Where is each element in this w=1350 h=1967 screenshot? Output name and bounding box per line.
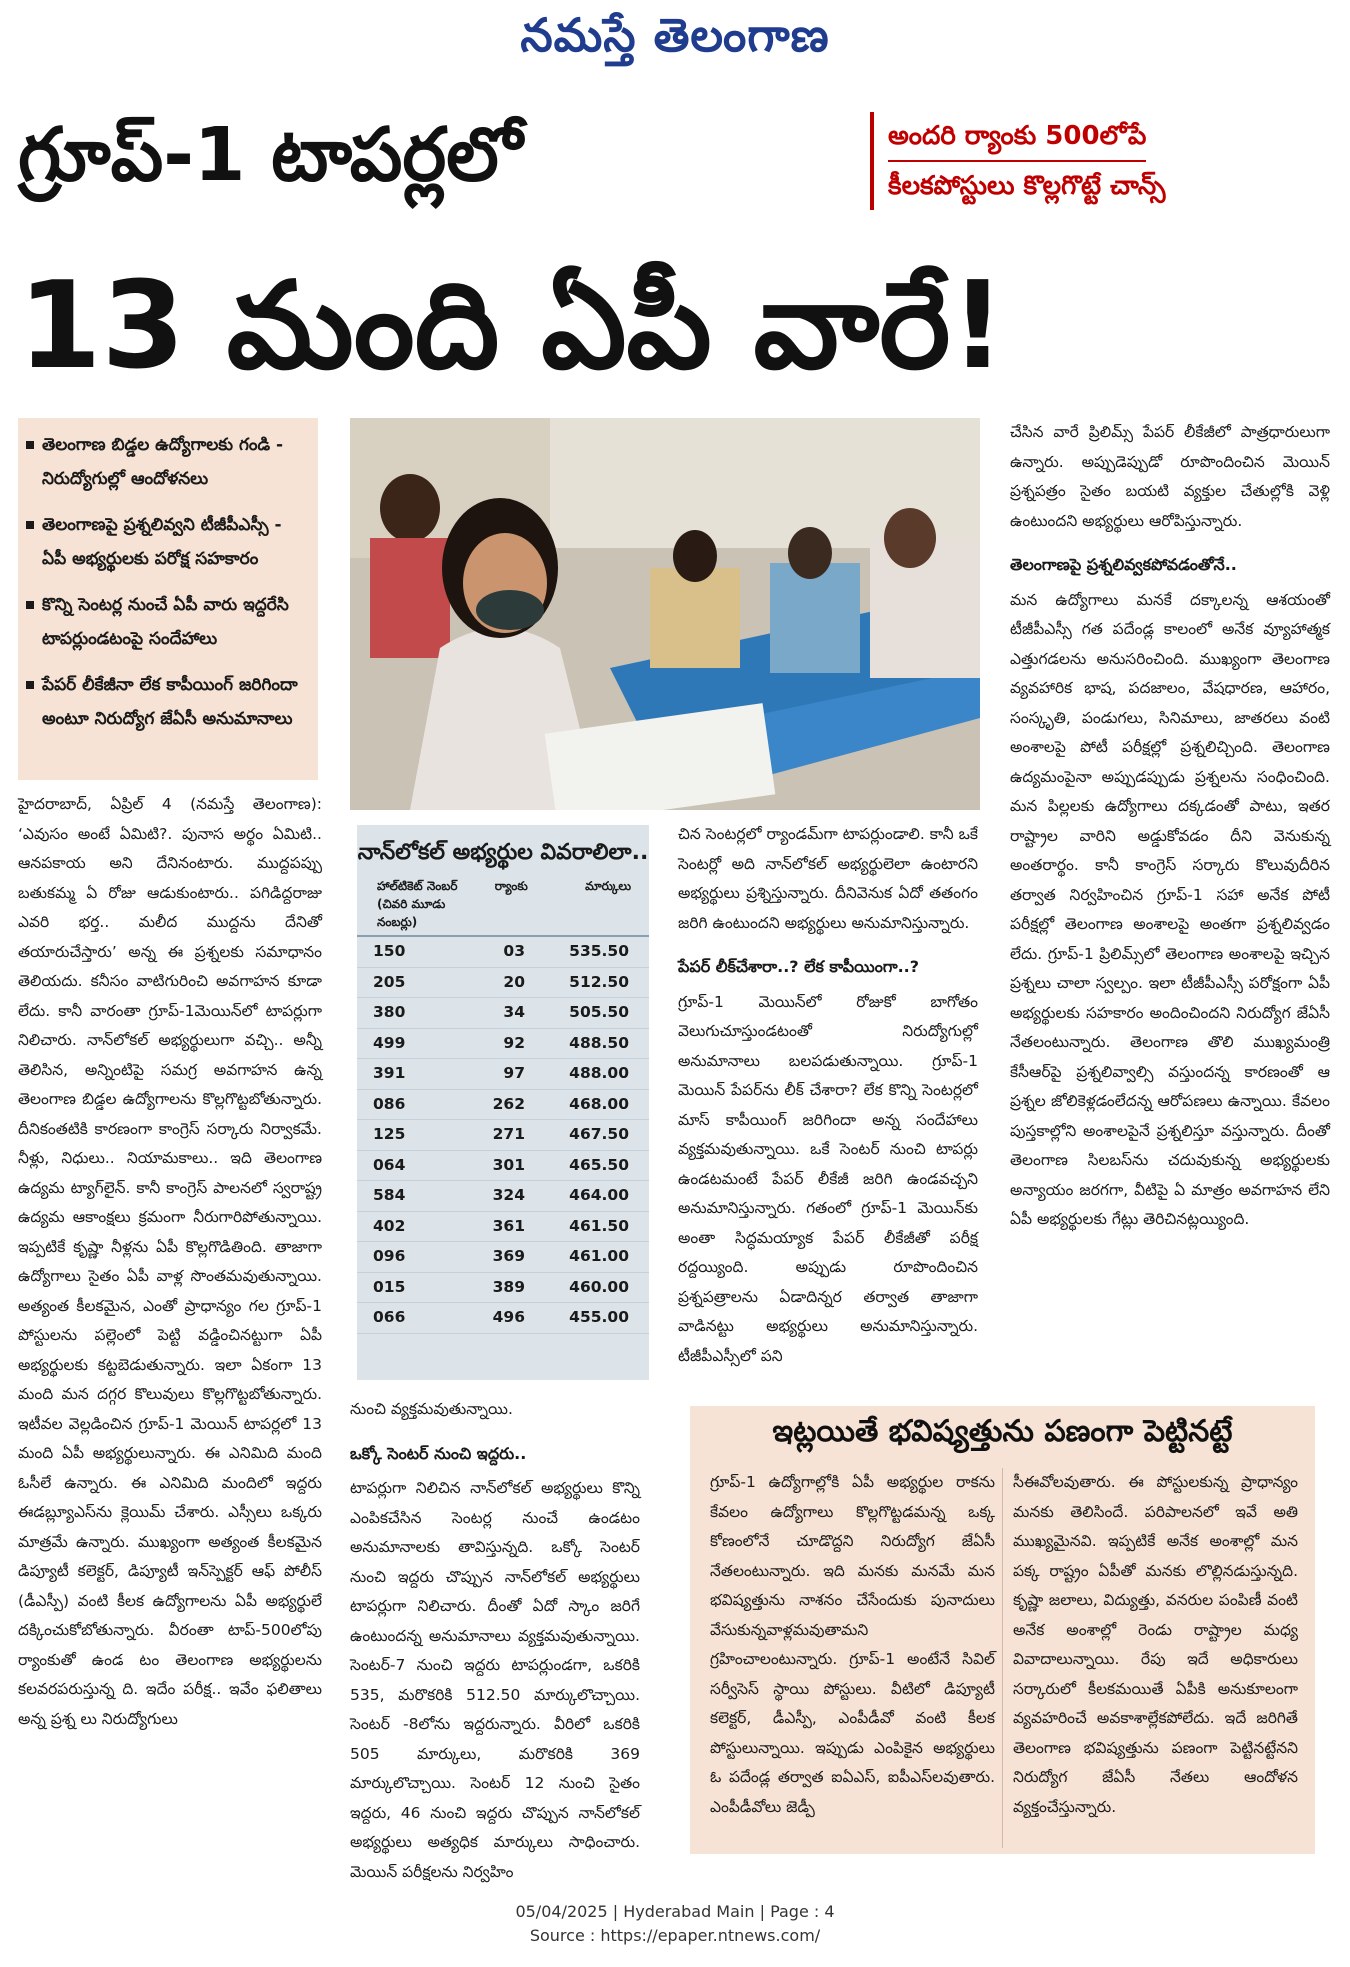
bullet-icon bbox=[26, 681, 34, 689]
marks-cell: 465.50 bbox=[569, 1155, 629, 1174]
marks-cell: 488.50 bbox=[569, 1033, 629, 1052]
col3-subheading: పేపర్ లీక్‌చేశారా..? లేక కాపీయింగా..? bbox=[678, 957, 920, 976]
marks-cell: 461.50 bbox=[569, 1216, 629, 1235]
kicker-line-1: అందరి ర్యాంకు 500లోపే bbox=[888, 112, 1146, 162]
highlight-text: పేపర్ లీకేజీనా లేక కాపీయింగ్ జరిగిందా అంటూ నిరుద్యోగ జేఏసీ అనుమానాలు bbox=[42, 675, 298, 729]
col4-body: మన ఉద్యోగాలు మనకే దక్కాలన్న ఆశయంతో టీజీపీఎస్సీ గత పదేండ్ల కాలంలో అనేక వ్యూహాత్మక ఎత్తుగడలను అనుసరించింది. ముఖ్యంగా తెలంగాణ వ్యవహారిక భాష, పదజాలం, వేషధారణ, ఆహారం, సంస్కృతి, పండుగలు, సినిమాలు, జాతరలు వంటి అంశాలపై పోటీ పరీక్షల్లో ప్రశ్నలిచ్చింది. తెలంగాణ ఉద్యమంపైనా అప్పుడప్పుడు ప్రశ్నలను సంధించింది. మన పిల్లలకు ఉద్యోగాలు దక్కడంతో పాటు, ఇతర రాష్ట్రాల వారిని అడ్డుకోవడం దీని వెనుకున్న అంతరార్థం. కానీ కాంగ్రెస్ సర్కారు కొలువుదీరిన తర్వాత నిర్వహించిన గ్రూప్-1 సహా అనేక పోటీ పరీక్షల్లో తెలంగాణ అంశాలపై అంతగా ప్రశ్నలివ్వడం లేదు. గ్రూప్-1 ప్రిలిమ్స్‌లో తెలంగాణ అంశాలపై ఇచ్చిన ప్రశ్నలు చాలా స్వల్పం. ఇలా టీజీపీఎస్సీ పరోక్షంగా ఏపీ అభ్యర్థులకు సహకారం అందించిందని నిరుద్యోగ జేఏసీ నేతలంటున్నారు. తెలంగాణ తొలి ముఖ్యమంత్రి కేసీఆర్‌పై ప్రశ్నలివ్వాల్సి వస్తుందన్న కారణంతో ఆ ప్రశ్నల జోలికెళ్లడంలేదన్న ఆరోపణలు ఉన్నాయి. కేవలం పుస్తకాల్లోని అంశాలపైనే ప్రశ్నలిస్తూ వస్తున్నారు. దీంతో తెలంగాణ సిలబస్‌ను చదువుకున్న అభ్యర్థులకు అన్యాయం జరగగా, వీటిపై ఏ మాత్రం అవగాహన లేని ఏపీ అభ్యర్థులకు గేట్లు తెరిచినట్లయ్యింది. bbox=[1010, 590, 1330, 1228]
table-body bbox=[357, 937, 649, 1334]
marks-cell: 455.00 bbox=[569, 1308, 629, 1326]
marks-cell: 461.00 bbox=[569, 1247, 629, 1265]
rank-cell: 301 bbox=[492, 1155, 525, 1174]
ticket-cell: 380 bbox=[373, 1003, 406, 1021]
ticket-cell: 499 bbox=[373, 1033, 406, 1052]
table-row bbox=[357, 1303, 649, 1334]
column-divider bbox=[1002, 1468, 1003, 1848]
table-title: నాన్‌లోకల్ అభ్యర్థుల వివరాలిలా.. bbox=[357, 840, 649, 865]
marks-cell: 464.00 bbox=[569, 1186, 629, 1204]
table-row bbox=[357, 1273, 649, 1304]
col4-lead: చేసిన వారే ప్రిలిమ్స్ పేపర్ లీకేజీలో పాత్రధారులుగా ఉన్నారు. అప్పుడెప్పుడో రూపొందించిన మెయిన్ ప్రశ్నపత్రం సైతం బయటి వ్యక్తుల చేతుల్లోకి వెళ్లి ఉంటుందని అభ్యర్థులు ఆరోపిస్తున్నారు. bbox=[1010, 423, 1330, 530]
ticket-cell: 205 bbox=[373, 972, 406, 991]
article-column-2 bbox=[350, 1395, 640, 1887]
rank-cell: 389 bbox=[492, 1277, 525, 1296]
bullet-icon bbox=[26, 441, 34, 449]
headline-line-1: గ్రూప్-1 టాపర్లలో bbox=[18, 112, 523, 198]
ticket-cell: 391 bbox=[373, 1064, 406, 1082]
ticket-cell: 086 bbox=[373, 1094, 406, 1113]
sidebar-story-title: ఇట్లయితే భవిష్యత్తును పణంగా పెట్టినట్టే bbox=[772, 1414, 1233, 1449]
highlight-item bbox=[26, 668, 310, 736]
marks-cell: 460.00 bbox=[569, 1277, 629, 1296]
ticket-cell: 150 bbox=[373, 942, 406, 960]
marks-cell: 505.50 bbox=[569, 1003, 629, 1021]
table-row bbox=[357, 1059, 649, 1090]
highlight-text: తెలంగాణపై ప్రశ్నలివ్వని టీజీపీఎస్సీ - ఏపీ అభ్యర్థులకు పరోక్ష సహకారం bbox=[42, 515, 282, 569]
ticket-cell: 125 bbox=[373, 1125, 406, 1143]
article-column-3 bbox=[678, 820, 978, 1371]
highlight-text: కొన్ని సెంటర్ల నుంచే ఏపీ వారు ఇద్దరేసి టాపర్లుండటంపై సందేహాలు bbox=[42, 595, 289, 649]
page-footer bbox=[0, 1900, 1350, 1948]
exam-hall-photo bbox=[350, 418, 980, 810]
highlights-box bbox=[18, 418, 318, 780]
nonlocal-candidates-table bbox=[357, 825, 649, 1380]
kicker-line-2: కీలకపోస్టులు కొల్లగొట్టే చాన్స్ bbox=[888, 171, 1166, 201]
marks-cell: 488.00 bbox=[569, 1064, 629, 1082]
rank-cell: 369 bbox=[492, 1247, 525, 1265]
bullet-icon bbox=[26, 601, 34, 609]
table-row bbox=[357, 968, 649, 999]
rank-cell: 03 bbox=[503, 942, 525, 960]
ticket-cell: 402 bbox=[373, 1216, 406, 1235]
rank-cell: 20 bbox=[503, 972, 525, 991]
bullet-icon bbox=[26, 521, 34, 529]
article-column-1: హైదరాబాద్, ఏప్రిల్ 4 (నమస్తే తెలంగాణ): ‘ఎవుసం అంటే ఏమిటి?. పునాస అర్థం ఏమిటి.. ఆనపకాయ అని దేనినంటారు. ముద్దపప్పు బతుకమ్మ ఏ రోజు ఆడుకుంటారు.. పగిడిద్దరాజు ఎవరి భర్త.. మలీద ముద్దను దేనితో తయారుచేస్తారు’ అన్న ఈ ప్రశ్నలకు సమాధానం తెలియదు. కనీసం వాటిగురించి అవగాహన కూడా లేదు. కానీ వారంతా గ్రూప్-1మెయిన్‌లో టాపర్లుగా నిలిచారు. నాన్‌లోకల్ అభ్యర్థులుగా వచ్చి.. అన్నీ తెలిసిన, అన్నింటిపై సమగ్ర అవగాహన ఉన్న తెలంగాణ బిడ్డల ఉద్యోగాలను కొల్లగొట్టబోతున్నారు. దీనికంతటికి కారణంగా కాంగ్రెస్ సర్కారు నిర్వాకమే. నీళ్లు, నిధులు.. నియామకాలు.. ఇది తెలంగాణ ఉద్యమ ట్యాగ్‌లైన్. కానీ కాంగ్రెస్ పాలనలో స్వరాష్ట్ర ఉద్యమ ఆకాంక్షలు క్రమంగా నీరుగారిపోతున్నాయి. ఇప్పటికే కృష్ణా నీళ్లను ఏపీ కొల్లగొడితింది. తాజాగా ఉద్యోగాలు సైతం ఏపీ వాళ్ల సొంతమవుతున్నాయి. అత్యంత కీలకమైన, ఎంతో ప్రాధాన్యం గల గ్రూప్-1 పోస్టులను పల్లెంలో పెట్టి వడ్డించినట్టుగా ఏపీ అభ్యర్థులకు కట్టబెడుతున్నారు. ఇలా ఏకంగా 13 మంది మన దగ్గర కొలువులు కొల్లగొట్టబోతున్నారు. ఇటీవల వెల్లడించిన గ్రూప్-1 మెయిన్ టాపర్లలో 13 మంది ఏపీ అభ్యర్థులున్నారు. ఈ ఎనిమిది మంది ఓసీలే ఉన్నారు. ఈ ఎనిమిది మందిలో ఇద్దరు ఈడబ్ల్యూఎస్‌ను క్లెయిమ్ చేశారు. ఎస్సీలు ఒక్కరు మాత్రమే ఉన్నారు. ముఖ్యంగా అత్యంత కీలకమైన డిప్యూటీ కలెక్టర్, డిప్యూటీ ఇన్‌స్పెక్టర్ ఆఫ్ పోలీస్ (డీఎస్పీ) వంటి కీలక ఉద్యోగాలను ఏపీ అభ్యర్థులే దక్కించుకోబోతున్నారు. వీరంతా టాప్-500లోపు ర్యాంకుతో ఉండ టం తెలంగాణ అభ్యర్థులను కలవరపరుస్తున్న ది. ఇదేం పరీక్ష.. ఇవేం ఫలితాలు అన్న ప్రశ్న లు నిరుద్యోగులు bbox=[18, 795, 322, 1728]
table-row bbox=[357, 998, 649, 1029]
sidebar-story-box bbox=[690, 1406, 1315, 1854]
ticket-cell: 584 bbox=[373, 1186, 406, 1204]
kicker-box bbox=[870, 112, 1328, 210]
highlight-item bbox=[26, 588, 310, 656]
column-header-rank: ర్యాంకు bbox=[494, 879, 528, 893]
col3-lead: చిన సెంటర్లలో ర్యాండమ్‌గా టాపర్లుండాలి. కానీ ఒకే సెంటర్లో అది నాన్‌లోకల్ అభ్యర్థులెలా ఉంటారని అభ్యర్థులు ప్రశ్నిస్తున్నారు. దీనివెనుక ఏదో తతంగం జరిగి ఉంటుందని అభ్యర్థులు అనుమానిస్తున్నారు. bbox=[678, 825, 978, 932]
ticket-cell: 015 bbox=[373, 1277, 406, 1296]
column-header-ticket: హాల్‌టికెట్ నెంబర్ (చివరి మూడు నంబర్లు) bbox=[377, 879, 458, 929]
footer-source-line: Source : https://epaper.ntnews.com/ bbox=[529, 1926, 821, 1945]
rank-cell: 92 bbox=[503, 1033, 525, 1052]
rank-cell: 34 bbox=[503, 1003, 525, 1021]
footer-edition-line: 05/04/2025 | Hyderabad Main | Page : 4 bbox=[515, 1902, 835, 1921]
headline-line-2: 13 మంది ఏపీ వారే! bbox=[18, 257, 1006, 396]
col3-body: గ్రూప్-1 మెయిన్‌లో రోజుకో బాగోతం వెలుగుచూస్తుండటంతో నిరుద్యోగుల్లో అనుమానాలు బలపడుతున్నాయి. గ్రూప్-1 మెయిన్ పేపర్‌ను లీక్ చేశారా? లేక కొన్ని సెంటర్లలో మాస్ కాపీయింగ్ జరిగిందా అన్న సందేహాలు వ్యక్తమవుతున్నాయి. ఒకే సెంటర్ నుంచి టాపర్లు ఉండటమంటే పేపర్ లీకేజీ జరిగి ఉండవచ్చని అనుమానిస్తున్నారు. గతంలో గ్రూప్-1 మెయిన్‌కు అంతా సిద్ధమయ్యాక పేపర్ లీకేజీతో పరీక్ష రద్దయ్యింది. అప్పుడు రూపొందించిన ప్రశ్నపత్రాలను ఏడాదిన్నర తర్వాత తాజాగా వాడినట్టు అభ్యర్థులు అనుమానిస్తున్నారు. టీజీపీఎస్సీలో పని bbox=[678, 992, 978, 1365]
sidebar-story-column-1: గ్రూప్-1 ఉద్యోగాల్లోకి ఏపీ అభ్యర్థుల రాకను కేవలం ఉద్యోగాలు కొల్లగొట్టడమన్న ఒక్క కోణంలోనే చూడొద్దని నిరుద్యోగ జేఏసీ నేతలంటున్నారు. ఇది మనకు మనమే మన భవిష్యత్తును నాశనం చేసేందుకు పునాదులు వేసుకున్నవాళ్లమవుతామని గ్రహించాలంటున్నారు. గ్రూప్-1 అంటేనే సివిల్ సర్వీసెస్ స్థాయి పోస్టులు. వీటిలో డిప్యూటీ కలెక్టర్, డీఎస్పీ, ఎంపీడీవో వంటి కీలక పోస్టులున్నాయి. ఇప్పుడు ఎంపికైన అభ్యర్థులు ఓ పదేండ్ల తర్వాత ఐఏఎస్, ఐపీఎస్‌లవుతారు. ఎంపీడీవోలు జెడ్పీ bbox=[710, 1473, 995, 1816]
marks-cell: 535.50 bbox=[569, 942, 629, 960]
col4-subheading: తెలంగాణపై ప్రశ్నలివ్వకపోవడంతోనే.. bbox=[1010, 555, 1237, 574]
table-row bbox=[357, 937, 649, 968]
highlight-text: తెలంగాణ బిడ్డల ఉద్యోగాలకు గండి - నిరుద్యోగుల్లో ఆందోళనలు bbox=[42, 435, 284, 489]
column-header-marks: మార్కులు bbox=[585, 879, 631, 893]
table-row bbox=[357, 1212, 649, 1243]
table-row bbox=[357, 1181, 649, 1212]
col2-body: టాపర్లుగా నిలిచిన నాన్‌లోకల్ అభ్యర్థులు కొన్ని ఎంపికచేసిన సెంటర్ల నుంచే ఉండటం అనుమానాలకు తావిస్తున్నది. ఒక్కో సెంటర్ నుంచి ఇద్దరు చొప్పున నాన్‌లోకల్ అభ్యర్థులు టాపర్లుగా నిలిచారు. దీంతో ఏదో స్కాం జరిగే ఉంటుందన్న అనుమానాలు వ్యక్తమవుతున్నాయి. సెంటర్-7 నుంచి ఇద్దరు టాపర్లుండగా, ఒకరికి 535, మరొకరికి 512.50 మార్కులొచ్చాయి. సెంటర్ -8లోను ఇద్దరున్నారు. వీరిలో ఒకరికి 505 మార్కులు, మరొకరికి 369 మార్కులొచ్చాయి. సెంటర్ 12 నుంచి సైతం ఇద్దరు, 46 నుంచి ఇద్దరు చొప్పున నాన్‌లోకల్ అభ్యర్థులు అత్యధిక మార్కులు సాధించారు. మెయిన్ పరీక్షలను నిర్వహిం bbox=[350, 1479, 640, 1881]
col2-subheading: ఒక్కో సెంటర్ నుంచి ఇద్దరు.. bbox=[350, 1443, 527, 1463]
marks-cell: 512.50 bbox=[569, 972, 629, 991]
table-row bbox=[357, 1029, 649, 1060]
highlight-item bbox=[26, 508, 310, 576]
table-row bbox=[357, 1242, 649, 1273]
table-row bbox=[357, 1120, 649, 1151]
highlight-item bbox=[26, 428, 310, 496]
ticket-cell: 064 bbox=[373, 1155, 406, 1174]
marks-cell: 467.50 bbox=[569, 1125, 629, 1143]
ticket-cell: 066 bbox=[373, 1308, 406, 1326]
marks-cell: 468.00 bbox=[569, 1094, 629, 1113]
newspaper-masthead: నమస్తే తెలంగాణ bbox=[520, 8, 830, 62]
ticket-cell: 096 bbox=[373, 1247, 406, 1265]
rank-cell: 271 bbox=[492, 1125, 525, 1143]
col2-lead: నుంచి వ్యక్తమవుతున్నాయి. bbox=[350, 1400, 513, 1418]
rank-cell: 97 bbox=[503, 1064, 525, 1082]
rank-cell: 361 bbox=[492, 1216, 525, 1235]
rank-cell: 324 bbox=[492, 1186, 525, 1204]
table-row bbox=[357, 1151, 649, 1182]
table-header bbox=[357, 871, 649, 937]
rank-cell: 496 bbox=[492, 1308, 525, 1326]
rank-cell: 262 bbox=[492, 1094, 525, 1113]
article-column-4 bbox=[1010, 418, 1330, 1235]
table-row bbox=[357, 1090, 649, 1121]
sidebar-story-column-2: సీఈవోలవుతారు. ఈ పోస్టులకున్న ప్రాధాన్యం మనకు తెలిసిందే. పరిపాలనలో ఇవే అతి ముఖ్యమైనవి. ఇప్పటికే అనేక అంశాల్లో మన పక్క రాష్ట్రం ఏపీతో మనకు లొల్లినడుస్తున్నది. కృష్ణా జలాలు, విద్యుత్తు, వనరుల పంపిణీ వంటి అనేక అంశాల్లో రెండు రాష్ట్రాల మధ్య వివాదాలున్నాయి. రేపు ఇదే అధికారులు సర్కారులో కీలకమయితే ఏపీకి అనుకూలంగా వ్యవహరించే అవకాశాల్లేకపోలేదు. ఇదే జరిగితే తెలంగాణ భవిష్యత్తును పణంగా పెట్టినట్టేనని నిరుద్యోగ జేఏసీ నేతలు ఆందోళన వ్యక్తంచేస్తున్నారు. bbox=[1013, 1473, 1298, 1816]
